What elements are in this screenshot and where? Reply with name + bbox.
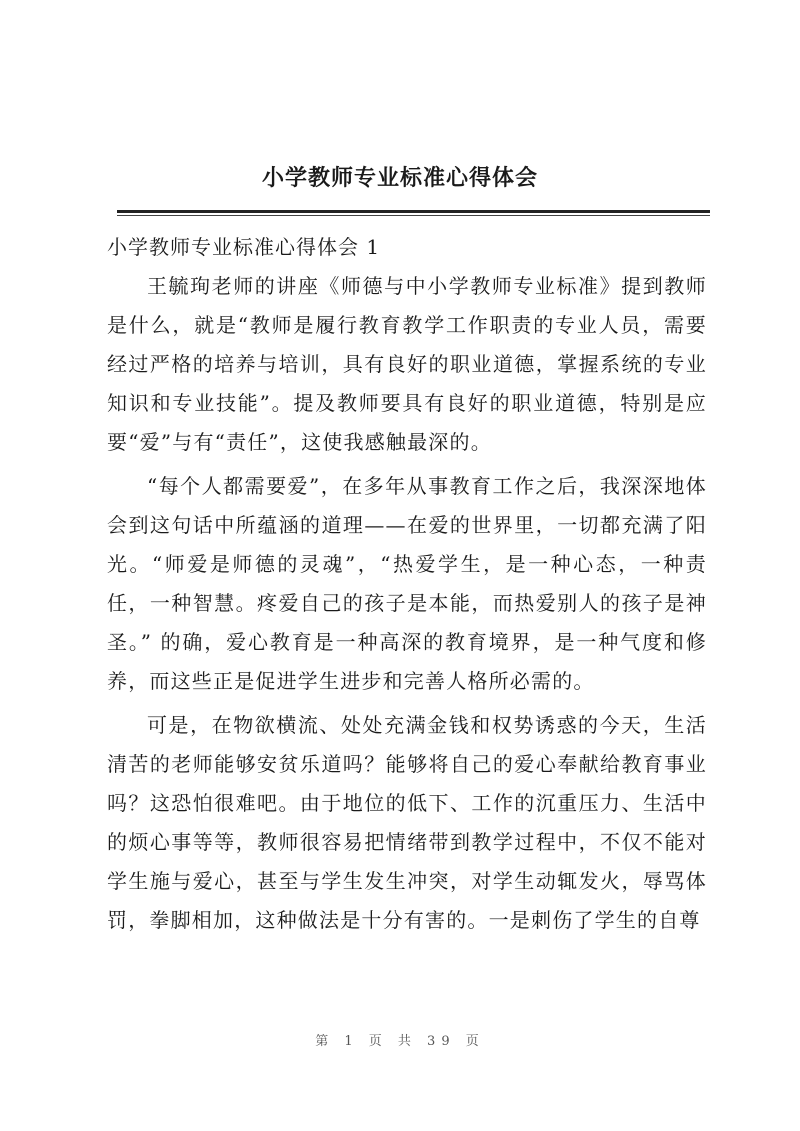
paragraph-3: 可是，在物欲横流、处处充满金钱和权势诱惑的今天，生活清苦的老师能够安贫乐道吗？能够将自己的爱心奉献给教育事业吗？这恐怕很难吧。由于地位的低下、工作的沉重压力、生活中的烦心事等等，教师很容易把情绪带到教学过程中，不仅不能对学生施与爱心，甚至与学生发生冲突，对学生动辄发火，辱骂体罚，拳脚相加，这种做法是十分有害的。一是刺伤了学生的自尊	[107, 713, 707, 932]
page-title: 小学教师专业标准心得体会	[261, 165, 538, 191]
title-divider-thin	[117, 215, 710, 216]
title-divider	[117, 210, 710, 213]
paragraph-2: “每个人都需要爱”，在多年从事教育工作之后，我深深地体会到这句话中所蕴涵的道理——在爱的世界里，一切都充满了阳光。“师爱是师德的灵魂”，“热爱学生，是一种心态，一种责任，一种智慧。疼爱自己的孩子是本能，而热爱别人的孩子是神圣。” 的确，爱心教育是一种高深的教育境界，是一种气度和修养，而这些正是促进学生进步和完善人格所必需的。	[107, 474, 707, 693]
paragraph-1: 王毓珣老师的讲座《师德与中小学教师专业标准》提到教师是什么，就是“教师是履行教育教学工作职责的专业人员，需要经过严格的培养与培训，具有良好的职业道德，掌握系统的专业知识和专业技能”。提及教师要具有良好的职业道德，特别是应要“爱”与有“责任”，这使我感触最深的。	[107, 274, 707, 454]
section-heading: 小学教师专业标准心得体会 1	[107, 235, 381, 259]
page-number-footer: 第 1 页 共 39 页	[315, 1034, 485, 1049]
document-body	[107, 228, 707, 940]
